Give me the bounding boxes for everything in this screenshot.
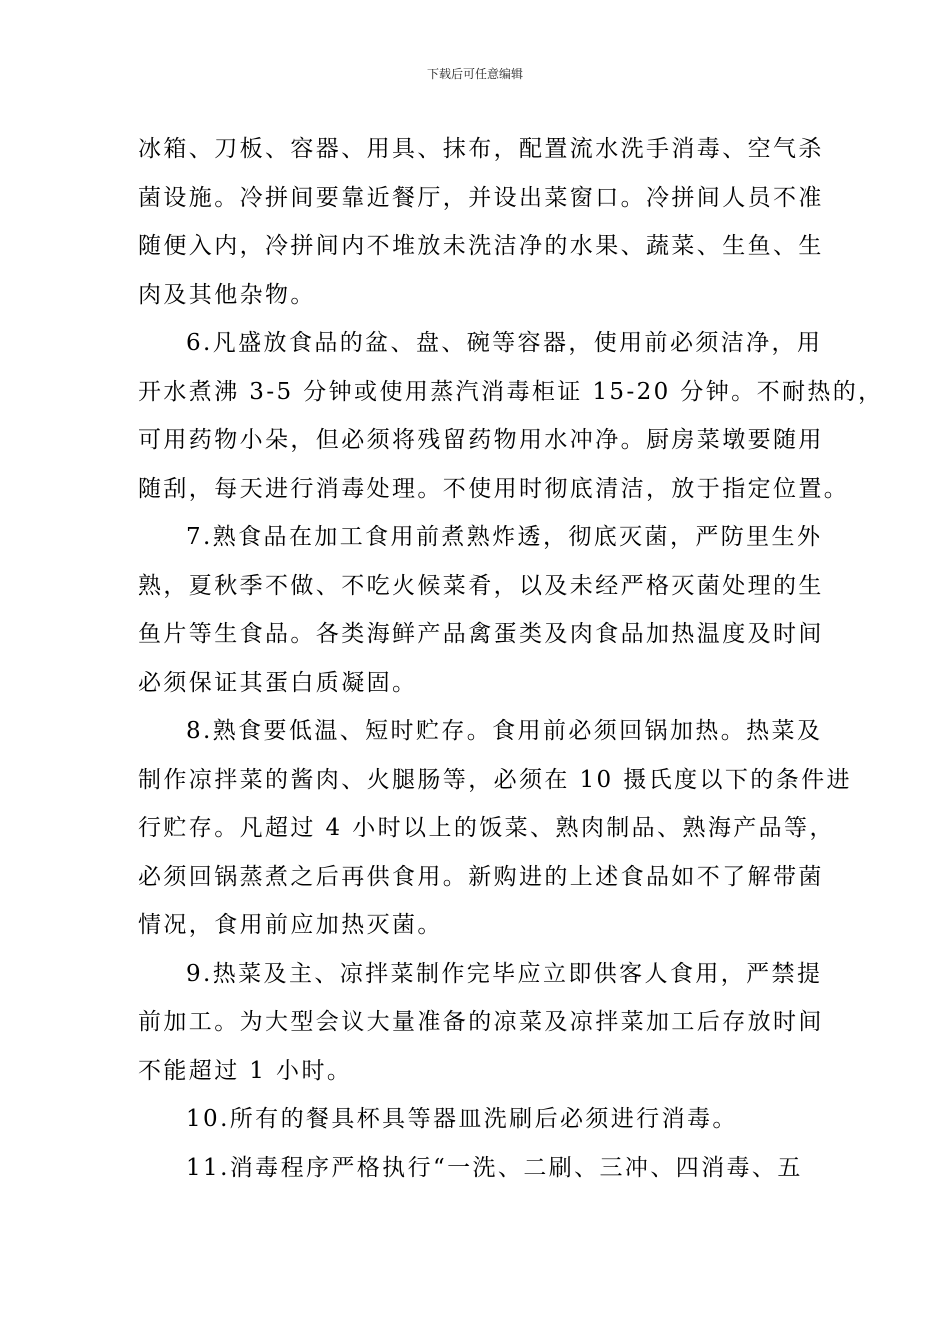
- body-line: 随便入内，冷拼间内不堆放未洗洁净的水果、蔬菜、生鱼、生: [138, 233, 824, 259]
- document-body: [138, 125, 884, 1192]
- body-line: 菌设施。冷拼间要靠近餐厅，并设出菜窗口。冷拼间人员不准: [138, 184, 824, 211]
- paragraph-7-start: 7.熟食品在加工食用前煮熟炸透，彻底灭菌，严防里生外: [186, 524, 823, 550]
- body-line: 鱼片等生食品。各类海鲜产品禽蛋类及肉食品加热温度及时间: [138, 621, 824, 647]
- body-line: 制作凉拌菜的酱肉、火腿肠等，必须在 10 摄氏度以下的条件进: [138, 766, 852, 793]
- paragraph-6-start: 6.凡盛放食品的盆、盘、碗等容器，使用前必须洁净，用: [186, 330, 823, 356]
- body-line: 情况，食用前应加热灭菌。: [138, 912, 443, 938]
- body-line: 必须保证其蛋白质凝固。: [138, 669, 418, 696]
- body-line: 可用药物小朵，但必须将残留药物用水冲净。厨房菜墩要随用: [138, 427, 824, 453]
- paragraph-9-start: 9.热菜及主、凉拌菜制作完毕应立即供客人食用，严禁提: [186, 960, 823, 987]
- paragraph-10: 10.所有的餐具杯具等器皿洗刷后必须进行消毒。: [186, 1106, 738, 1132]
- paragraph-8-start: 8.熟食要低温、短时贮存。食用前必须回锅加热。热菜及: [186, 718, 823, 744]
- paragraph-11-start: 11.消毒程序严格执行“一洗、二刷、三冲、四消毒、五: [186, 1154, 803, 1181]
- body-line: 开水煮沸 3-5 分钟或使用蒸汽消毒柜证 15-20 分钟。不耐热的，: [138, 378, 884, 405]
- body-line: 前加工。为大型会议大量准备的凉菜及凉拌菜加工后存放时间: [138, 1009, 824, 1035]
- body-line: 必须回锅蒸煮之后再供食用。新购进的上述食品如不了解带菌: [138, 863, 824, 890]
- body-line: 不能超过 1 小时。: [138, 1057, 353, 1084]
- body-line: 冰箱、刀板、容器、用具、抹布，配置流水洗手消毒、空气杀: [138, 136, 824, 162]
- page-header: 下载后可任意编辑: [426, 67, 523, 81]
- body-line: 随刮，每天进行消毒处理。不使用时彻底清洁，放于指定位置。: [138, 475, 850, 502]
- body-line: 肉及其他杂物。: [138, 281, 316, 308]
- body-line: 行贮存。凡超过 4 小时以上的饭菜、熟肉制品、熟海产品等，: [138, 815, 835, 841]
- body-line: 熟，夏秋季不做、不吃火候菜肴，以及未经严格灭菌处理的生: [138, 572, 824, 599]
